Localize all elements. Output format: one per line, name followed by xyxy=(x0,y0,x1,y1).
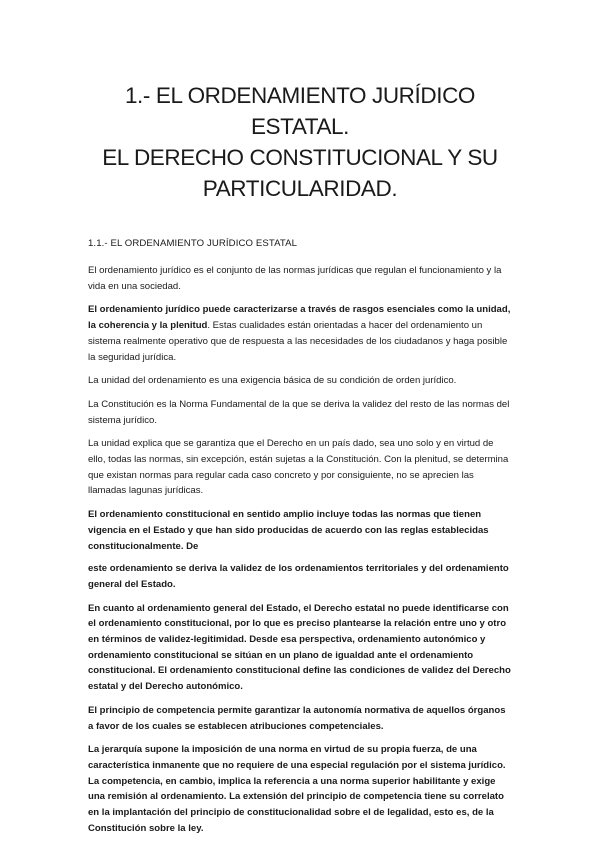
paragraph-3: La unidad del ordenamiento es una exigencia básica de su condición de orden jurídico. xyxy=(88,375,457,387)
page-title-line-2: EL DERECHO CONSTITUCIONAL Y SU xyxy=(102,145,498,170)
page-title xyxy=(88,80,512,204)
paragraph-1: El ordenamiento jurídico es el conjunto de las normas jurídicas que regulan el funcionamiento y la vida en una sociedad. xyxy=(88,265,502,292)
paragraph-7-bold: este ordenamiento se deriva la validez de los ordenamientos territoriales y del ordenamiento general del Estado. xyxy=(88,563,509,590)
paragraph-5: La unidad explica que se garantiza que el Derecho en un país dado, sea uno solo y en virtud de ello, todas las normas, sin excepción, están sujetas a la Constitución. Con la plenitud, se determina que existan normas para regular cada caso concreto y por consiguiente, no se aprecien las llamadas lagunas jurídicas. xyxy=(88,438,509,497)
paragraph-8 xyxy=(88,601,512,695)
paragraph-6 xyxy=(88,507,512,554)
paragraph-10-bold: La jerarquía supone la imposición de una norma en virtud de su propia fuerza, de una característica inmanente que no requiere de una especial regulación por el sistema jurídico. La competencia, en cambio, implica la referencia a una norma superior habilitante y exige una remisión al ordenamiento. La extensión del principio de competencia tiene su correlato en la implantación del principio de constitucionalidad sobre el de legalidad, esto es, de la Constitución sobre la ley. xyxy=(88,744,506,834)
paragraph-9-bold: El principio de competencia permite garantizar la autonomía normativa de aquellos órganos a favor de los cuales se establecen atribuciones competenciales. xyxy=(88,704,506,732)
page-title-line-3: PARTICULARIDAD. xyxy=(202,176,398,201)
paragraph-2 xyxy=(88,302,512,365)
paragraph-4: La Constitución es la Norma Fundamental de la que se deriva la validez del resto de las normas del sistema jurídico. xyxy=(88,398,510,426)
paragraph-6-bold: El ordenamiento constitucional en sentido amplio incluye todas las normas que tienen vigencia en el Estado y que han sido producidas de acuerdo con las reglas establecidas constitucionalmente. De xyxy=(88,509,489,552)
page-title-line-1: 1.- EL ORDENAMIENTO JURÍDICO ESTATAL. xyxy=(124,83,476,139)
paragraph-7 xyxy=(88,561,512,592)
paragraph-10 xyxy=(88,742,512,836)
paragraph-9 xyxy=(88,703,512,734)
paragraph-2-bold: El ordenamiento jurídico puede caracterizarse a través de rasgos esenciales como la unidad, la coherencia y la plenitud xyxy=(88,304,511,332)
paragraph-8-bold: En cuanto al ordenamiento general del Estado, el Derecho estatal no puede identificarse con el ordenamiento constitucional, por lo que es preciso plantearse la relación entre uno y otro en términos de validez-legitimidad. Desde esa perspectiva, ordenamiento autonómico y ordenamiento constitucional se sitúan en un plano de igualdad ante el ordenamiento constitucional. El ordenamiento constitucional define las condiciones de validez del Derecho estatal y del Derecho autonómico. xyxy=(88,602,511,693)
section-title: 1.1.- EL ORDENAMIENTO JURÍDICO ESTATAL xyxy=(88,238,298,249)
paragraph-2-rest: . Estas cualidades están orientadas a hacer del ordenamiento un sistema realmente operativo que de respuesta a las necesidades de los ciudadanos y haga posible la seguridad jurídica. xyxy=(88,320,508,363)
